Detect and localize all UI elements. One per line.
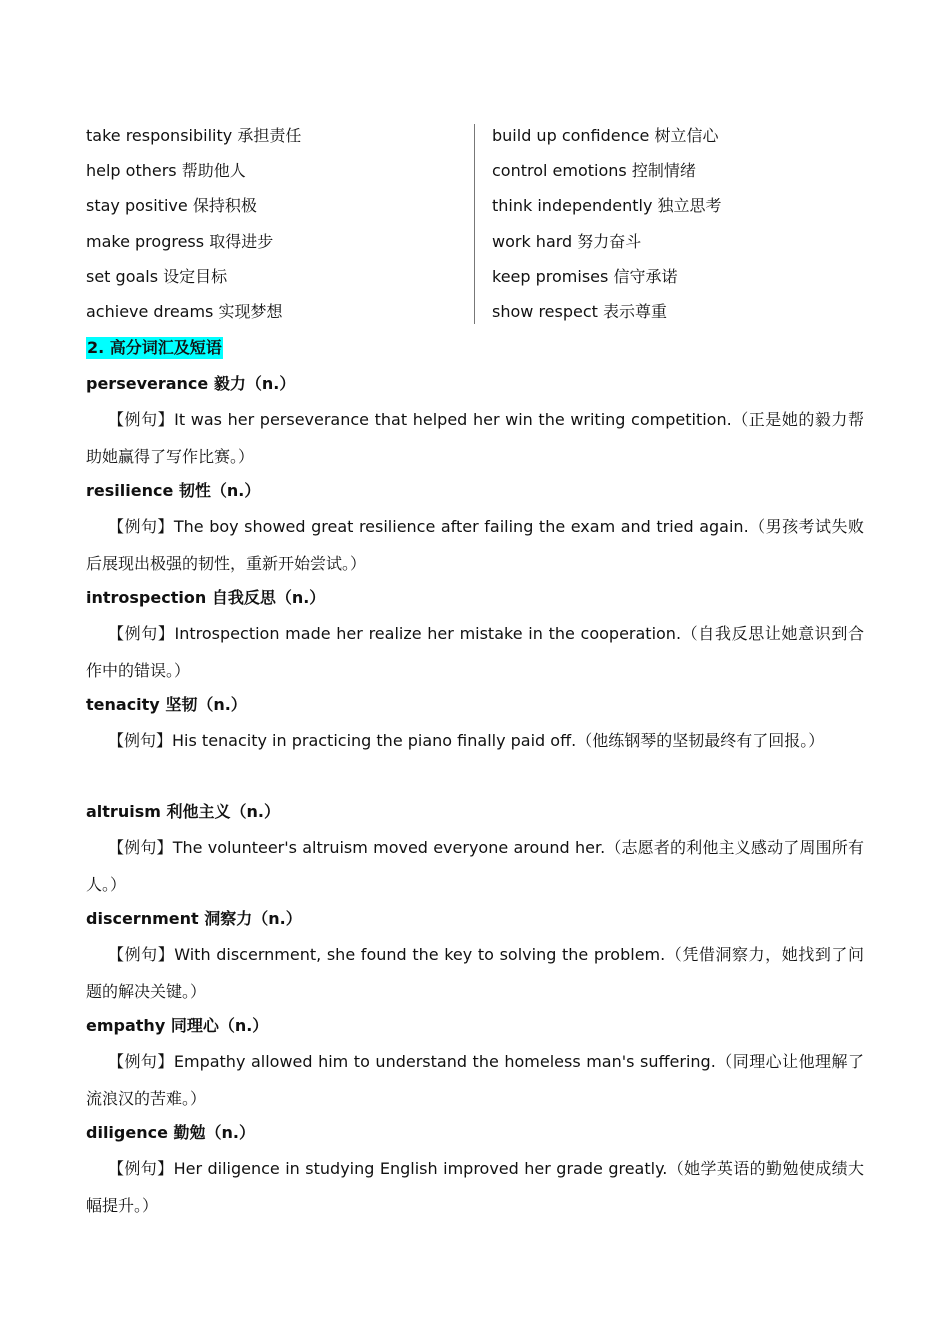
example-zh: （男孩考试失败后展现出极强的韧性，重新开始尝试。） xyxy=(86,517,864,573)
section-heading: 2. 高分词汇及短语 xyxy=(87,338,222,357)
phrase-en: keep promises xyxy=(492,266,609,286)
phrase-en: achieve dreams xyxy=(86,301,214,321)
phrase-item xyxy=(86,224,301,259)
vocab-example xyxy=(86,508,864,582)
example-zh: （她学英语的勤勉使成绩大幅提升。） xyxy=(86,1159,864,1215)
phrase-en: work hard xyxy=(492,231,573,251)
vocab-gloss: 韧性（n.） xyxy=(178,481,261,500)
example-tag: 【例句】 xyxy=(108,517,174,536)
phrase-en: make progress xyxy=(86,231,205,251)
vocab-word: perseverance xyxy=(86,374,209,393)
phrase-zh: 控制情绪 xyxy=(631,161,696,181)
vocab-gloss: 洞察力（n.） xyxy=(204,909,302,928)
vocab-headword xyxy=(86,907,864,931)
vocab-headword xyxy=(86,479,864,503)
example-en: The boy showed great resilience after failing the exam and tried again. xyxy=(173,517,749,536)
vocab-example xyxy=(86,1150,864,1224)
phrase-zh: 保持积极 xyxy=(192,196,257,216)
vocab-word: altruism xyxy=(86,802,161,821)
phrase-item xyxy=(86,153,301,188)
vocab-entry xyxy=(86,693,864,796)
phrase-zh: 承担责任 xyxy=(237,126,302,145)
vocab-headword xyxy=(86,693,864,717)
example-en: The volunteer's altruism moved everyone around her. xyxy=(172,838,606,857)
phrase-en: think independently xyxy=(492,196,653,216)
column-divider xyxy=(474,124,475,324)
phrase-item xyxy=(492,224,722,259)
phrase-item xyxy=(86,118,301,153)
phrase-en: stay positive xyxy=(86,196,188,216)
vocab-entry xyxy=(86,800,864,903)
vocab-gloss: 勤勉（n.） xyxy=(173,1123,255,1142)
vocab-gloss: 坚韧（n.） xyxy=(165,695,247,714)
phrase-en: control emotions xyxy=(492,161,627,181)
vocab-word: discernment xyxy=(86,909,199,928)
example-tag: 【例句】 xyxy=(108,410,175,429)
vocab-gloss: 利他主义（n.） xyxy=(166,802,280,821)
phrase-item xyxy=(86,188,301,223)
example-tag: 【例句】 xyxy=(108,1159,174,1178)
phrase-item xyxy=(492,188,722,223)
vocab-entry xyxy=(86,1014,864,1117)
example-en: Introspection made her realize her mistake in the cooperation. xyxy=(174,624,682,643)
phrase-zh: 独立思考 xyxy=(657,196,722,216)
vocab-word: introspection xyxy=(86,588,207,607)
phrase-zh: 表示尊重 xyxy=(603,301,668,321)
vocab-word: empathy xyxy=(86,1016,166,1035)
vocab-headword xyxy=(86,1121,864,1145)
phrase-zh: 取得进步 xyxy=(209,231,274,251)
vocab-word: diligence xyxy=(86,1123,168,1142)
phrase-en: show respect xyxy=(492,301,598,321)
vocab-word: resilience xyxy=(86,481,174,500)
phrase-table xyxy=(0,118,950,328)
example-zh: （他练钢琴的坚韧最终有了回报。） xyxy=(576,731,825,750)
vocab-entry xyxy=(86,1121,864,1224)
phrase-item xyxy=(492,259,722,294)
phrase-item xyxy=(86,294,301,329)
vocab-example xyxy=(86,1043,864,1117)
example-en: Her diligence in studying English improved her grade greatly. xyxy=(173,1159,668,1178)
phrase-column-right xyxy=(492,118,722,329)
example-tag: 【例句】 xyxy=(108,1052,174,1071)
vocab-example xyxy=(86,401,864,475)
phrase-en: set goals xyxy=(86,266,159,286)
phrase-item xyxy=(492,294,722,329)
vocab-entry xyxy=(86,372,864,475)
vocab-gloss: 自我反思（n.） xyxy=(211,588,326,607)
vocab-headword xyxy=(86,800,864,824)
phrase-zh: 树立信心 xyxy=(654,126,719,145)
phrase-item xyxy=(86,259,301,294)
phrase-en: help others xyxy=(86,161,177,181)
vocab-word: tenacity xyxy=(86,695,160,714)
phrase-zh: 信守承诺 xyxy=(613,266,678,286)
example-tag: 【例句】 xyxy=(108,945,175,964)
vocab-example xyxy=(86,936,864,1010)
phrase-item xyxy=(492,118,722,153)
example-zh: （正是她的毅力帮助她赢得了写作比赛。） xyxy=(86,410,864,466)
phrase-item xyxy=(492,153,722,188)
phrase-zh: 实现梦想 xyxy=(218,301,283,321)
example-en: With discernment, she found the key to solving the problem. xyxy=(174,945,666,964)
vocab-headword xyxy=(86,372,864,396)
phrase-en: take responsibility xyxy=(86,126,233,145)
example-zh: （凭借洞察力，她找到了问题的解决关键。） xyxy=(86,945,864,1001)
vocab-gloss: 毅力（n.） xyxy=(213,374,296,393)
example-zh: （同理心让他理解了流浪汉的苦难。） xyxy=(86,1052,864,1108)
example-en: It was her perseverance that helped her win the writing competition. xyxy=(174,410,732,429)
vocab-example xyxy=(86,722,864,796)
vocab-entry xyxy=(86,479,864,582)
phrase-zh: 帮助他人 xyxy=(181,161,246,181)
phrase-zh: 努力奋斗 xyxy=(577,231,642,251)
vocab-headword xyxy=(86,586,864,610)
phrase-en: build up confidence xyxy=(492,126,650,145)
example-en: His tenacity in practicing the piano finally paid off. xyxy=(172,731,577,750)
example-en: Empathy allowed him to understand the homeless man's suffering. xyxy=(173,1052,716,1071)
example-zh: （自我反思让她意识到合作中的错误。） xyxy=(86,624,864,680)
vocab-example xyxy=(86,615,864,689)
vocab-entry xyxy=(86,586,864,689)
vocab-example xyxy=(86,829,864,903)
example-tag: 【例句】 xyxy=(108,838,173,857)
example-zh: （志愿者的利他主义感动了周围所有人。） xyxy=(86,838,864,894)
example-tag: 【例句】 xyxy=(108,624,175,643)
phrase-zh: 设定目标 xyxy=(163,266,228,286)
example-tag: 【例句】 xyxy=(108,731,173,750)
vocab-entry xyxy=(86,907,864,1010)
vocab-gloss: 同理心（n.） xyxy=(170,1016,269,1035)
phrase-column-left xyxy=(86,118,301,329)
vocab-headword xyxy=(86,1014,864,1038)
